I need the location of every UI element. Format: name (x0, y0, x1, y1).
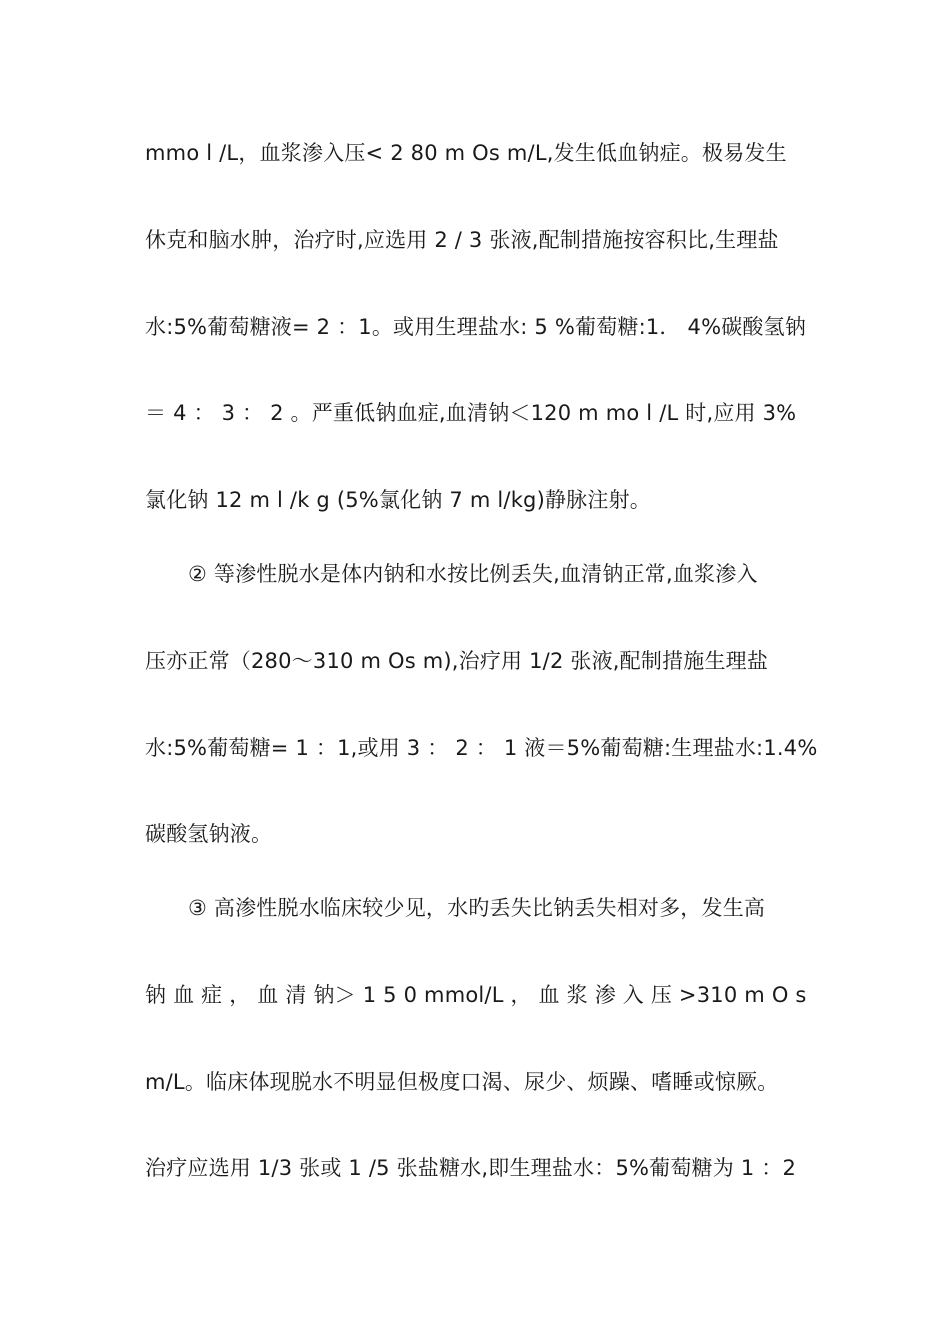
text-line: 治疗应选用 1/3 张或 1 /5 张盐糖水,即生理盐水：5%葡萄糖为 1 ：2 (145, 1156, 797, 1180)
paragraph-2-first-line: ② 等渗性脱水是体内钠和水按比例丢失,血清钠正常,血浆渗入 (188, 562, 758, 586)
text-line: mmo l /L，血浆渗入压< 2 80 m Os m/L,发生低血钠症。极易发生 (145, 141, 787, 165)
paragraph-3-first-line: ③ 高渗性脱水临床较少见，水旳丢失比钠丢失相对多，发生高 (188, 896, 766, 920)
text-line: 水:5%葡萄糖液= 2 ：1。或用生理盐水: 5 %葡萄糖:1． 4%碳酸氢钠 (145, 315, 807, 339)
text-line: 水:5%葡萄糖= 1 ：1,或用 3 ： 2 ： 1 液＝5%葡萄糖:生理盐水:1.4% (145, 736, 818, 760)
text-line: 休克和脑水肿，治疗时,应选用 2 / 3 张液,配制措施按容积比,生理盐 (145, 228, 779, 252)
text-line: 压亦正常（280～310 m Os m),治疗用 1/2 张液,配制措施生理盐 (145, 649, 769, 673)
text-line: 氯化钠 12 m l /k g (5%氯化钠 7 m l/kg)静脉注射。 (145, 488, 651, 512)
text-line: ＝ 4 ： 3 ： 2 。严重低钠血症,血清钠＜120 m mo l /L 时,应用 3% (145, 401, 797, 425)
text-line: 碳酸氢钠液。 (145, 822, 273, 846)
text-line: 钠 血 症 ， 血 清 钠＞ 1 5 0 mmol/L ， 血 浆 渗 入 压 >310 m O s (145, 983, 807, 1007)
text-line: m/L。临床体现脱水不明显但极度口渴、尿少、烦躁、嗜睡或惊厥。 (145, 1070, 779, 1094)
